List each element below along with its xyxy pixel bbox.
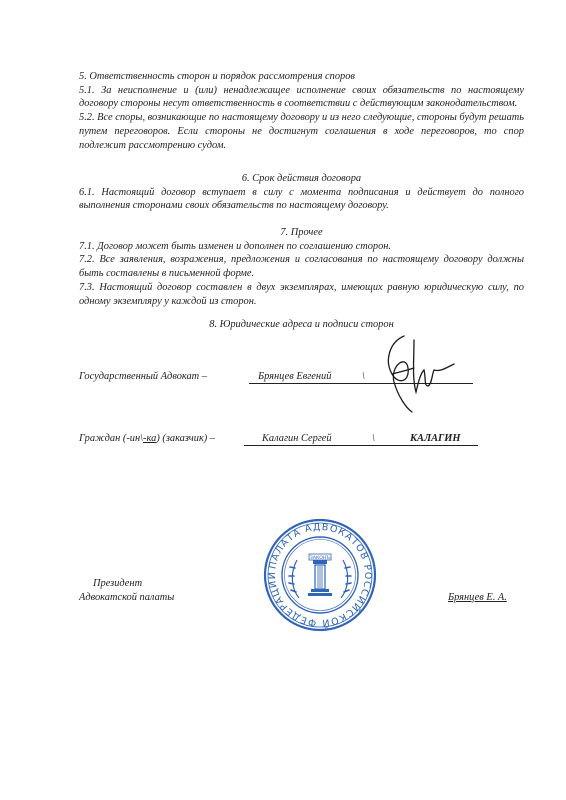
section-6 (79, 172, 524, 213)
bar-association-seal (263, 518, 377, 632)
section-8-heading: 8. Юридические адреса и подписи сторон (209, 319, 394, 330)
advocate-label: Государственный Адвокат – (79, 371, 207, 382)
section-5 (79, 70, 524, 152)
client-name: Калагин Сергей (262, 433, 332, 444)
section-5-heading: 5. Ответственность сторон и порядок рассмотрения споров (79, 71, 355, 82)
client-signature-text: КАЛАГИН (410, 433, 461, 444)
client-slash: \ (372, 433, 375, 444)
advocate-signature-image (370, 330, 460, 420)
section-7 (79, 226, 524, 308)
section-7-heading: 7. Прочее (280, 227, 323, 238)
section-6-heading: 6. Срок действия договора (241, 173, 362, 184)
president-title-line-2: Адвокатской палаты (79, 592, 175, 603)
clause-7-3: 7.3. Настоящий договор составлен в двух экземплярах, имеющих равную юридическую силу, по одному экземпляру у каждой из сторон. (79, 281, 524, 307)
seal-outer-text: ПАЛАТА АДВОКАТОВ РОССИЙСКОЙ ФЕДЕРАЦИИ (266, 521, 374, 629)
clause-6-1: 6.1. Настоящий договор вступает в силу с момента подписания и действует до полного выполнения сторонами своих обязательств по настоящему договору. (79, 186, 524, 212)
advocate-name: Брянцев Евгений (258, 371, 332, 382)
client-label (79, 432, 215, 446)
president-name: Брянцев Е. А. (448, 592, 507, 603)
client-label-part-1: Граждан (-ин\ (79, 433, 144, 444)
clause-7-1: 7.1. Договор может быть изменен и дополнен по соглашению сторон. (79, 240, 392, 252)
clause-5-2: 5.2. Все споры, возникающие по настоящему договору и из него следующие, стороны будут решать путем переговоров. Если стороны не достигнут соглашения в ходе переговоров, то спор подлежит рассмотрению судом. (79, 112, 525, 151)
advocate-slash: \ (362, 371, 365, 382)
seal-inner-word: ЗАКОНЪ (309, 556, 331, 561)
clause-7-2: 7.2. Все заявления, возражения, предложения и согласования по настоящему договору должны быть составлены в письменной форме. (79, 254, 524, 280)
president-title-line-1: Президент (93, 578, 143, 589)
clause-5-1: 5.1. За неисполнение и (или) ненадлежащее исполнение своих обязательств по настоящему договору стороны несут ответственность в соответствии с действующим законодательством. (79, 84, 524, 110)
client-label-part-2: -ка (143, 433, 157, 444)
client-label-part-3: ) (заказчик) – (156, 433, 216, 444)
